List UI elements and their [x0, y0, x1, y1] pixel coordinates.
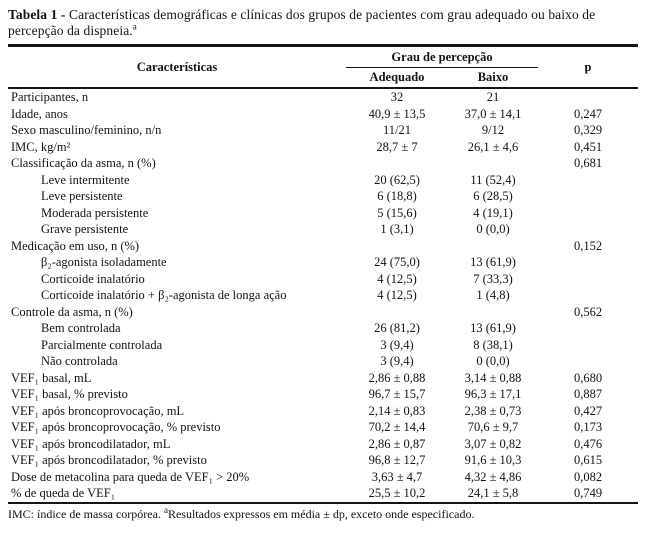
table-caption: Características demográficas e clínicas dos grupos de pacientes com grau adequado ou baixo de percepção da dispneia.: [8, 7, 596, 38]
cell-p: [538, 320, 638, 337]
row-label: Corticoide inalatório + β₂-agonista de longa ação: [41, 288, 287, 302]
row-label: VEF₁ basal, mL: [11, 370, 92, 385]
cell-adequado: 28,7 ± 7: [376, 139, 418, 154]
table-row: [8, 139, 638, 156]
row-label: Medicação em uso, n (%): [11, 238, 140, 253]
table-row: [8, 403, 638, 420]
cell-baixo: 0 (0,0): [476, 354, 510, 368]
cell-p: 0,749: [573, 486, 603, 500]
header-row-spanner: [8, 46, 638, 68]
row-label: VEF₁ após broncoprovocação, % previsto: [11, 420, 221, 434]
table-title: [8, 7, 638, 39]
row-label: Controle da asma, n (%): [11, 304, 133, 319]
row-label: Sexo masculino/feminino, n/n: [11, 123, 162, 137]
cell-p: [538, 221, 638, 238]
cell-baixo: 24,1 ± 5,8: [467, 486, 519, 500]
table-row: [8, 271, 638, 288]
cell-adequado: 3 (9,4): [380, 354, 414, 368]
table-header: [8, 46, 638, 89]
table-row: [8, 205, 638, 222]
table-row: [8, 304, 638, 321]
table-row: [8, 172, 638, 189]
cell-p: [538, 337, 638, 354]
cell-adequado: 96,8 ± 12,7: [368, 453, 426, 467]
data-table: [8, 44, 638, 504]
row-label: VEF₁ após broncodilatador, mL: [11, 436, 171, 451]
cell-p: [538, 172, 638, 189]
cell-p: [538, 188, 638, 205]
cell-adequado: 4 (12,5): [377, 288, 417, 302]
cell-adequado: [346, 155, 448, 172]
cell-p: 0,082: [573, 469, 603, 484]
cell-p: 0,615: [573, 453, 603, 467]
cell-p: 0,562: [573, 304, 603, 319]
row-label: VEF₁ basal, % previsto: [11, 387, 128, 401]
cell-baixo: 9/12: [481, 123, 505, 137]
cell-p: [538, 205, 638, 222]
cell-p: 0,680: [573, 370, 603, 385]
cell-baixo: 26,1 ± 4,6: [467, 139, 519, 154]
row-label: β₂-agonista isoladamente: [41, 255, 167, 269]
cell-p: 0,476: [573, 436, 603, 451]
cell-adequado: 2,86 ± 0,88: [368, 370, 426, 385]
table-row: [8, 188, 638, 205]
row-label: Leve intermitente: [41, 172, 130, 187]
cell-baixo: [448, 155, 538, 172]
table-number: Tabela 1 -: [8, 7, 69, 22]
cell-baixo: 4,32 ± 4,86: [464, 469, 522, 484]
cell-baixo: 0 (0,0): [476, 222, 510, 236]
table-row: [8, 254, 638, 271]
table-row: [8, 122, 638, 139]
cell-p: 0,887: [573, 387, 603, 401]
cell-p: [538, 271, 638, 288]
cell-adequado: 32: [390, 90, 404, 104]
cell-adequado: 40,9 ± 13,5: [368, 106, 426, 121]
cell-adequado: 96,7 ± 15,7: [368, 387, 426, 401]
cell-baixo: 6 (28,5): [473, 189, 513, 203]
table-row: [8, 287, 638, 304]
header-p: p: [584, 59, 592, 74]
title-footnote-marker: a: [132, 21, 137, 32]
cell-baixo: 13 (61,9): [470, 255, 516, 269]
header-col-adequado: Adequado: [369, 70, 425, 84]
table-row: [8, 419, 638, 436]
cell-baixo: 13 (61,9): [470, 321, 516, 335]
cell-adequado: [346, 238, 448, 255]
cell-baixo: [448, 238, 538, 255]
table-row: [8, 353, 638, 370]
cell-baixo: 91,6 ± 10,3: [464, 453, 522, 467]
row-label: Participantes, n: [11, 90, 89, 104]
cell-adequado: 25,5 ± 10,2: [368, 486, 426, 500]
cell-baixo: 8 (38,1): [473, 337, 513, 352]
cell-p: 0,152: [573, 238, 603, 253]
row-label: Dose de metacolina para queda de VEF₁ > 20%: [11, 469, 250, 484]
row-label: VEF₁ após broncodilatador, % previsto: [11, 453, 207, 467]
cell-baixo: 4 (19,1): [473, 205, 513, 220]
cell-baixo: [448, 304, 538, 321]
cell-p: 0,247: [573, 106, 603, 121]
cell-baixo: 7 (33,3): [473, 271, 513, 286]
footnote-abbrev: IMC: índice de massa corpórea.: [8, 506, 164, 521]
cell-adequado: 11/21: [382, 123, 411, 137]
table-row: [8, 155, 638, 172]
cell-baixo: 11 (52,4): [470, 172, 516, 187]
table-body: [8, 88, 638, 503]
cell-adequado: 4 (12,5): [377, 271, 417, 286]
cell-baixo: 3,14 ± 0,88: [464, 370, 522, 385]
header-group-spanner: Grau de percepção: [346, 46, 538, 68]
cell-adequado: [346, 304, 448, 321]
cell-adequado: 2,14 ± 0,83: [368, 403, 426, 418]
cell-baixo: 96,3 ± 17,1: [464, 387, 522, 401]
cell-adequado: 70,2 ± 14,4: [368, 420, 426, 434]
cell-baixo: 1 (4,8): [476, 288, 510, 302]
table-row: [8, 238, 638, 255]
footnote-text: Resultados expressos em média ± dp, exceto onde especificado.: [167, 506, 475, 521]
cell-baixo: 21: [486, 90, 500, 104]
row-label: Grave persistente: [41, 222, 129, 236]
cell-baixo: 70,6 ± 9,7: [467, 420, 519, 434]
table-row: [8, 485, 638, 503]
cell-p: [538, 88, 638, 106]
footnote-marker: a: [163, 504, 168, 515]
cell-p: 0,427: [573, 403, 603, 418]
cell-adequado: 1 (3,1): [380, 222, 414, 236]
row-label: Leve persistente: [41, 189, 123, 203]
row-label: Bem controlada: [41, 321, 121, 335]
cell-adequado: 26 (81,2): [374, 321, 420, 335]
cell-adequado: 6 (18,8): [377, 189, 417, 203]
cell-adequado: 3,63 ± 4,7: [371, 469, 423, 484]
cell-adequado: 5 (15,6): [377, 205, 417, 220]
cell-p: 0,329: [573, 123, 603, 137]
cell-adequado: 24 (75,0): [374, 255, 420, 269]
header-col-baixo: Baixo: [477, 70, 509, 84]
cell-adequado: 3 (9,4): [380, 337, 414, 352]
row-label: Moderada persistente: [41, 205, 149, 220]
table-row: [8, 221, 638, 238]
cell-baixo: 2,38 ± 0,73: [464, 403, 522, 418]
header-characteristics: Características: [136, 59, 218, 74]
row-label: IMC, kg/m²: [11, 139, 71, 154]
table-row: [8, 436, 638, 453]
cell-adequado: 20 (62,5): [374, 172, 420, 187]
row-label: Parcialmente controlada: [41, 337, 163, 352]
table-row: [8, 370, 638, 387]
cell-baixo: 37,0 ± 14,1: [464, 106, 522, 121]
cell-adequado: 2,86 ± 0,87: [368, 436, 426, 451]
row-label: % de queda de VEF₁: [11, 486, 116, 500]
row-label: Idade, anos: [11, 106, 68, 121]
table-row: [8, 386, 638, 403]
cell-p: 0,173: [573, 420, 603, 434]
table-row: [8, 106, 638, 123]
cell-p: [538, 287, 638, 304]
table-row: [8, 320, 638, 337]
cell-p: [538, 254, 638, 271]
row-label: Classificação da asma, n (%): [11, 156, 156, 170]
cell-p: 0,681: [573, 156, 603, 170]
table-row: [8, 452, 638, 469]
row-label: Corticoide inalatório: [41, 271, 145, 286]
row-label: VEF₁ após broncoprovocação, mL: [11, 403, 185, 418]
table-row: [8, 88, 638, 106]
table-row: [8, 469, 638, 486]
row-label: Não controlada: [41, 354, 118, 368]
cell-p: 0,451: [573, 139, 603, 154]
cell-p: [538, 353, 638, 370]
cell-baixo: 3,07 ± 0,82: [464, 436, 522, 451]
table-row: [8, 337, 638, 354]
table-footnote: [8, 504, 638, 522]
